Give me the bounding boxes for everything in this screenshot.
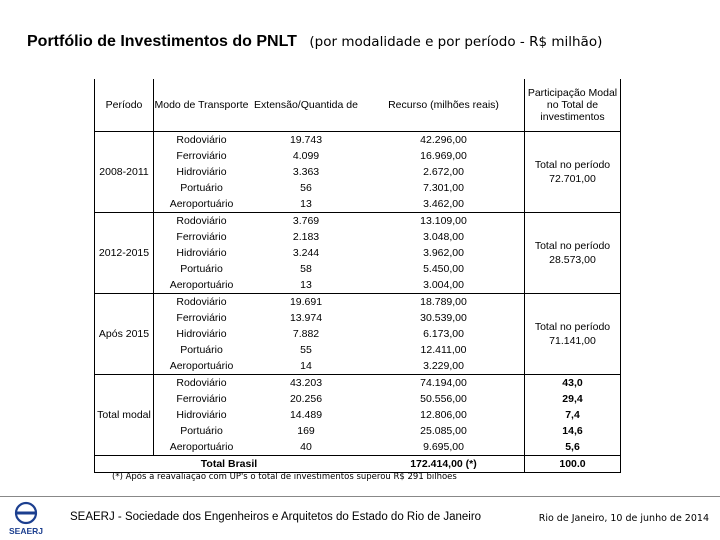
modo-cell: Portuário [180, 263, 223, 275]
recurso-cell: 12.411,00 [420, 344, 467, 356]
recurso-cell: 50.556,00 [420, 393, 467, 405]
recurso-cell: 16.969,00 [420, 150, 467, 162]
recurso-cell: 5.450,00 [423, 263, 464, 275]
period-total-cell: Total no período 72.701,00 [525, 132, 621, 213]
modo-cell: Ferroviário [176, 393, 227, 405]
recurso-cell: 13.109,00 [363, 213, 525, 230]
modo-cell: Rodoviário [154, 132, 250, 149]
extensao-cell: 19.743 [249, 132, 363, 149]
col-header-periodo: Período [95, 79, 154, 132]
extensao-cell: 40 [300, 441, 312, 453]
extensao-cell: 3.769 [249, 213, 363, 230]
modo-cell: Portuário [180, 182, 223, 194]
recurso-cell: 3.229,00 [423, 360, 464, 372]
extensao-cell: 55 [300, 344, 312, 356]
period-total-cell: Total no período 28.573,00 [525, 213, 621, 294]
extensao-cell: 19.691 [249, 294, 363, 311]
period-cell: Após 2015 [95, 294, 154, 375]
recurso-cell: 3.962,00 [423, 247, 464, 259]
title-main: Portfólio de Investimentos do PNLT [27, 33, 297, 50]
svg-text:SEAERJ: SEAERJ [8, 526, 44, 536]
modo-cell: Hidroviário [176, 166, 227, 178]
modo-cell: Aeroportuário [169, 279, 234, 291]
total-recurso: 172.414,00 (*) [363, 456, 525, 473]
table-row [95, 423, 621, 439]
modo-cell: Portuário [180, 425, 223, 437]
extensao-cell: 169 [297, 425, 315, 437]
period-cell: 2008-2011 [95, 132, 154, 213]
header-row [95, 79, 621, 132]
recurso-cell: 3.004,00 [423, 279, 464, 291]
recurso-cell: 3.048,00 [423, 231, 464, 243]
recurso-cell: 25.085,00 [420, 425, 467, 437]
page-title [27, 33, 602, 51]
participacao-cell: 43,0 [525, 375, 621, 392]
modo-cell: Portuário [180, 344, 223, 356]
title-subtitle: (por modalidade e por período - R$ milhão) [309, 34, 603, 50]
footnote: (*) Após a reavaliação com UP's o total de investimentos superou R$ 291 bilhões [112, 472, 457, 482]
modo-cell: Rodoviário [154, 294, 250, 311]
recurso-cell: 74.194,00 [363, 375, 525, 392]
modo-cell: Ferroviário [176, 150, 227, 162]
extensao-cell: 4.099 [292, 150, 320, 162]
modo-cell: Aeroportuário [169, 198, 234, 210]
extensao-cell: 3.363 [292, 166, 320, 178]
total-participacao: 100.0 [525, 456, 621, 473]
recurso-cell: 42.296,00 [363, 132, 525, 149]
participacao-cell: 14,6 [525, 423, 621, 439]
extensao-cell: 7.882 [292, 328, 320, 340]
footer-divider [0, 496, 720, 497]
extensao-cell: 20.256 [289, 393, 323, 405]
table-body [95, 132, 621, 473]
modo-cell: Aeroportuário [169, 360, 234, 372]
recurso-cell: 18.789,00 [363, 294, 525, 311]
period-cell: 2012-2015 [95, 213, 154, 294]
seaerj-logo [8, 500, 44, 536]
extensao-cell: 56 [300, 182, 312, 194]
modo-cell: Hidroviário [176, 247, 227, 259]
extensao-cell: 3.244 [292, 247, 320, 259]
participacao-cell: 29,4 [525, 391, 621, 407]
period-cell: Total modal [95, 375, 154, 456]
modo-cell: Hidroviário [176, 409, 227, 421]
table-row [95, 375, 621, 392]
modo-cell: Ferroviário [176, 312, 227, 324]
modo-cell: Hidroviário [176, 328, 227, 340]
extensao-cell: 43.203 [249, 375, 363, 392]
period-total-cell: Total no período 71.141,00 [525, 294, 621, 375]
extensao-cell: 13 [300, 198, 312, 210]
total-label: Total Brasil [95, 456, 364, 473]
col-header-modo: Modo de Transporte [154, 79, 250, 132]
table-row [95, 294, 621, 311]
modo-cell: Rodoviário [154, 375, 250, 392]
extensao-cell: 2.183 [292, 231, 320, 243]
footer-organization: SEAERJ - Sociedade dos Engenheiros e Arquitetos do Estado do Rio de Janeiro [70, 511, 482, 523]
table-row [95, 439, 621, 456]
recurso-cell: 12.806,00 [420, 409, 467, 421]
modo-cell: Aeroportuário [169, 441, 234, 453]
table-row [95, 407, 621, 423]
extensao-cell: 58 [300, 263, 312, 275]
recurso-cell: 30.539,00 [420, 312, 467, 324]
table-row [95, 391, 621, 407]
recurso-cell: 6.173,00 [423, 328, 464, 340]
extensao-cell: 13 [300, 279, 312, 291]
table-row [95, 213, 621, 230]
recurso-cell: 2.672,00 [423, 166, 464, 178]
recurso-cell: 9.695,00 [423, 441, 464, 453]
modo-cell: Rodoviário [154, 213, 250, 230]
footer-date: Rio de Janeiro, 10 de junho de 2014 [538, 513, 709, 524]
col-header-extensao: Extensão/Quantida de [249, 79, 363, 132]
total-row [95, 456, 621, 473]
recurso-cell: 3.462,00 [423, 198, 464, 210]
table-row [95, 132, 621, 149]
extensao-cell: 14 [300, 360, 312, 372]
modo-cell: Ferroviário [176, 231, 227, 243]
col-header-participacao: Participação Modal no Total de investimentos [525, 79, 621, 132]
col-header-recurso: Recurso (milhões reais) [363, 79, 525, 132]
extensao-cell: 14.489 [289, 409, 323, 421]
participacao-cell: 7,4 [525, 407, 621, 423]
portfolio-table [94, 79, 621, 473]
recurso-cell: 7.301,00 [423, 182, 464, 194]
participacao-cell: 5,6 [525, 439, 621, 456]
extensao-cell: 13.974 [289, 312, 323, 324]
